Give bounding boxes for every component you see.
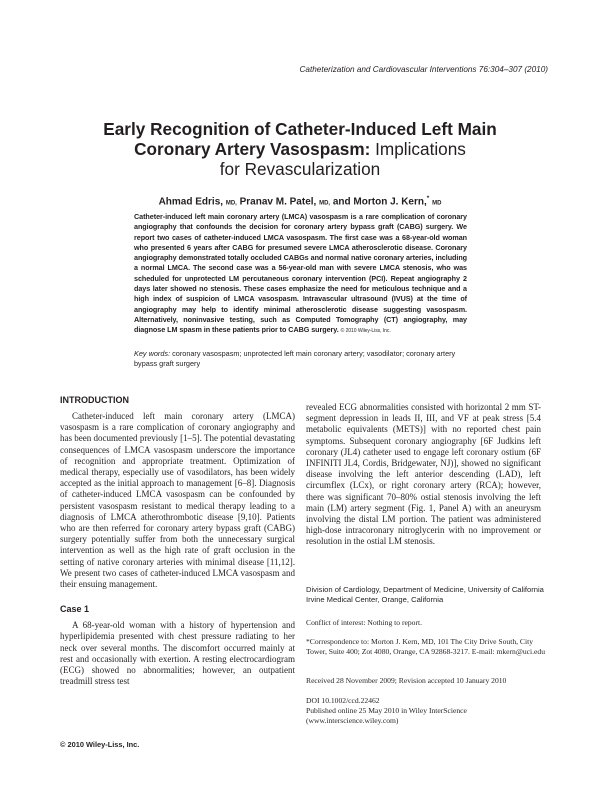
introduction-heading: INTRODUCTION xyxy=(60,395,129,405)
title-line-2-bold: Coronary Artery Vasospasm: xyxy=(134,139,371,159)
footer-copyright: © 2010 Wiley-Liss, Inc. xyxy=(60,740,140,749)
running-head: Catheterization and Cardiovascular Interventions 76:304–307 (2010) xyxy=(299,65,548,74)
published-online: Published online 25 May 2010 in Wiley InterScience (www.interscience.wiley.com) xyxy=(306,706,467,726)
author-1-degree: MD, xyxy=(225,200,237,207)
correspondence: *Correspondence to: Morton J. Kern, MD, 101 The City Drive South, City Tower, Suite 400; Zot 4080, Orange, CA 92868-3217. E-mail: mkern@uci.edu xyxy=(306,637,545,657)
right-column-text: revealed ECG abnormalities consisted with horizontal 2 mm ST-segment depression in leads II, III, and VF at peak stress [5.4 metabolic equivalents (METS)] with no reported chest pain symptoms. Subsequent coronary angiography [6F Judkins left coronary (JL4) catheter used to engage left coronary ostium (6F INFINITI JL4, Cordis, Bridgewater, NJ)], showed no significant disease involving the left anterior descending (LAD), left circumflex (LCx), or right coronary artery (RCA); however, there was significant 70–80% ostial stenosis involving the left main (LM) artery segment (Fig. 1, Panel A) with an aneurysm involving the distal LM portion. The patient was administered high-dose intracoronary nitroglycerin with no improvement or resolution in the ostial LM stenosis. xyxy=(306,402,541,547)
author-2: Pranav M. Patel, xyxy=(236,196,317,208)
author-2-degree: MD, xyxy=(319,200,331,207)
author-1: Ahmad Edris, xyxy=(158,196,224,208)
author-3: and Morton J. Kern, xyxy=(330,196,427,208)
right-column xyxy=(306,402,541,548)
conflict-of-interest: Conflict of interest: Nothing to report. xyxy=(306,618,422,627)
title-line-1: Early Recognition of Catheter-Induced Left Main xyxy=(103,119,497,139)
keywords xyxy=(134,349,467,369)
corresponding-mark: * xyxy=(426,195,430,202)
case1-heading: Case 1 xyxy=(60,604,90,615)
received-dates: Received 28 November 2009; Revision accepted 10 January 2010 xyxy=(306,676,507,685)
abstract xyxy=(134,212,467,337)
title-line-3: for Revascularization xyxy=(219,159,381,179)
keywords-text: coronary vasospasm; unprotected left main coronary artery; vasodilator; coronary artery bypass graft surgery xyxy=(134,349,456,369)
author-list xyxy=(60,195,540,207)
case1-text: A 68-year-old woman with a history of hypertension and hyperlipidemia presented with chest pressure radiating to her neck over several months. The discomfort occurred mainly at rest and occasionally with exertion. A resting electrocardiogram (ECG) showed no abnormalities; however, an outpatient treadmill stress test xyxy=(60,620,295,687)
abstract-text: Catheter-induced left main coronary artery (LMCA) vasospasm is a rare complication of coronary angiography that confounds the decision for coronary artery bypass graft (CABG) surgery. We report two cases of catheter-induced LMCA vasospasm. The first case was a 68-year-old woman who presented 6 years after CABG for presumed severe LMCA atherosclerotic disease. Coronary angiography demonstrated totally occluded CABGs and normal native coronary arteries, including a normal LMCA. The second case was a 56-year-old man with severe LMCA stenosis, who was scheduled for unprotected LM percutaneous coronary intervention (PCI). Repeat angiography 2 days later showed no stenosis. These cases emphasize the need for meticulous technique and a high index of suspicion of LMCA vasospasm. Intravascular ultrasound (IVUS) at the time of angiography may help to identify minimal atherosclerotic disease suggesting vasospasm. Alternatively, noninvasive testing, such as Computed Tomography (CT) angiography, may diagnose LM spasm in these patients prior to CABG surgery. xyxy=(134,212,467,335)
author-3-degree: MD xyxy=(432,200,442,207)
keywords-label: Key words: xyxy=(134,349,171,358)
left-column xyxy=(60,388,295,687)
introduction-text: Catheter-induced left main coronary artery (LMCA) vasospasm is a rare complication of coronary angiography and has been documented previously [1–5]. The potential devastating consequences of LMCA vasospasm underscore the importance of recognition and appropriate treatment. Optimization of medical therapy, especially use of vasodilators, has been widely accepted as the initial approach to management [6–8]. Diagnosis of catheter-induced LMCA vasospasm can be confounded by persistent vasospasm resistant to medical therapy leading to a diagnosis of LMCA atherothrombotic disease [9,10]. Patients who are then referred for coronary artery bypass graft (CABG) surgery potentially suffer from both the unnecessary surgical intervention as well as the high rate of graft occlusion in the setting of native coronary arteries with minimal disease [11,12]. We present two cases of catheter-induced LMCA vasospasm and their ensuing management. xyxy=(60,411,295,590)
affiliation: Division of Cardiology, Department of Medicine, University of California Irvine Medical Center, Orange, California xyxy=(306,585,544,605)
doi: DOI 10.1002/ccd.22462 xyxy=(306,696,380,705)
article-title xyxy=(60,119,540,179)
title-line-2-light: Implications xyxy=(370,139,466,159)
abstract-copyright: © 2010 Wiley-Liss, Inc. xyxy=(340,328,391,335)
